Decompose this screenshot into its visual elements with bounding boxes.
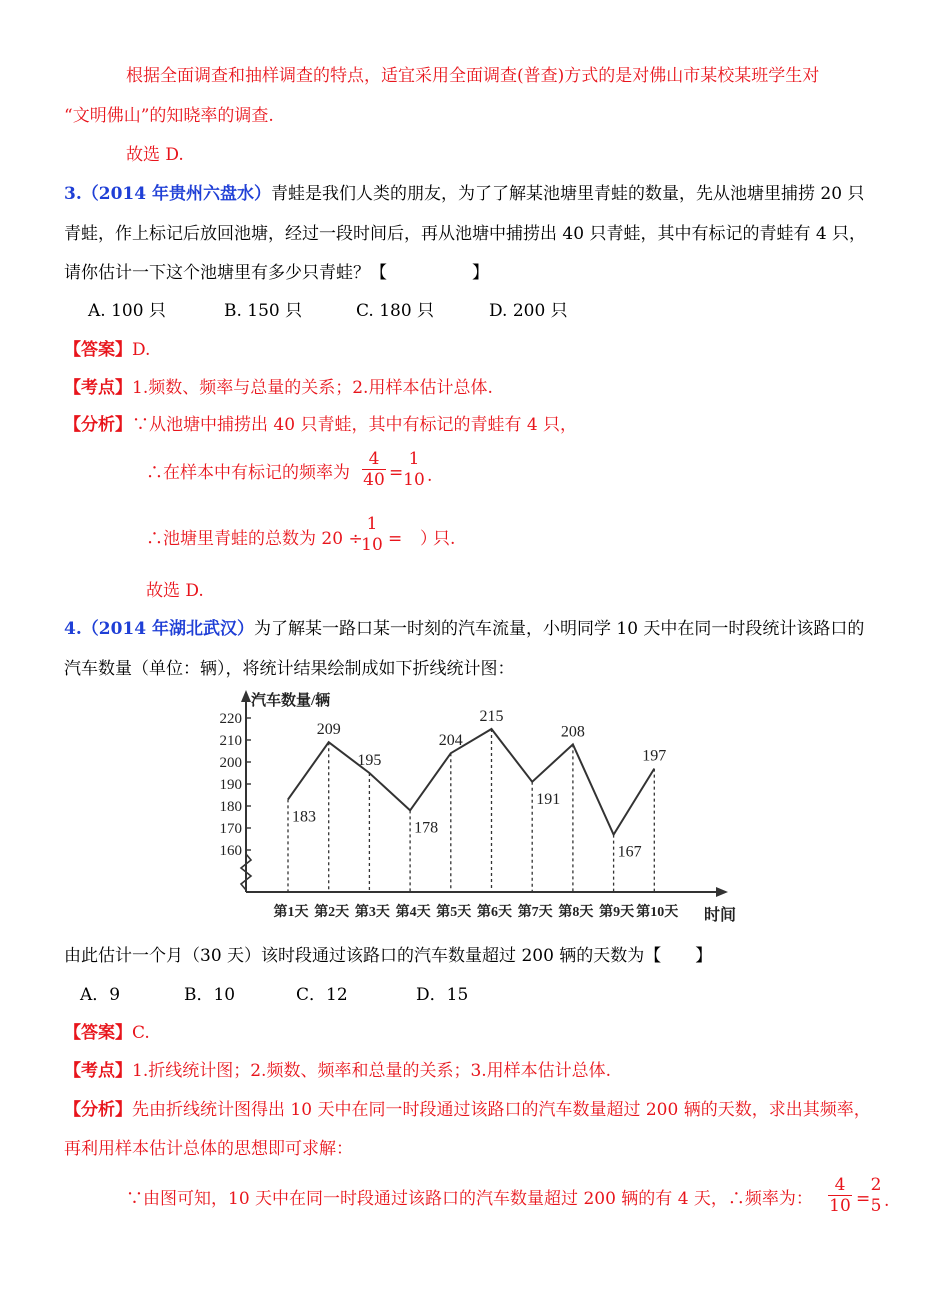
- q3-option-a: A. 100 只: [88, 301, 166, 321]
- q4-analysis-line-2: 再利用样本估计总体的思想即可求解：: [64, 1139, 353, 1159]
- q3-total-equals: =: [388, 529, 403, 549]
- x-tick-label: 第4天: [395, 905, 431, 920]
- data-label: 167: [617, 843, 642, 861]
- data-label: 204: [438, 732, 463, 750]
- prev-analysis-line-1: 根据全面调查和抽样调查的特点，适宜采用全面调查(普查)方式的是对佛山市某校某班学生对: [126, 66, 820, 86]
- y-tick-label: 180: [219, 799, 242, 815]
- q4-answer-value: C.: [132, 1023, 150, 1043]
- q4-equals: =: [856, 1189, 871, 1209]
- q4-option-c: C．12: [296, 985, 348, 1005]
- data-label: 209: [316, 721, 341, 739]
- x-tick-label: 第6天: [477, 905, 512, 920]
- data-label: 183: [292, 808, 316, 826]
- data-label: 197: [642, 747, 667, 765]
- q3-option-d: D. 200 只: [489, 301, 568, 321]
- series-line: [288, 729, 654, 835]
- q3-option-b: B. 150 只: [224, 301, 303, 321]
- q3-divisor-numerator: 1: [366, 514, 378, 534]
- x-tick-label: 第9天: [599, 905, 635, 920]
- q4-analysis-line-1: 先由折线统计图得出 10 天中在同一时段通过该路口的汽车数量超过 200 辆的天数，求出其频率，: [132, 1100, 871, 1120]
- data-label: 191: [536, 790, 561, 808]
- q3-fraction-numerator-2: 1: [408, 450, 420, 469]
- x-tick-label: 第5天: [436, 905, 472, 920]
- q3-analysis-line-1: ∵从池塘中捕捞出 40 只青蛙，其中有标记的青蛙有 4 只，: [132, 415, 578, 435]
- q3-knowledge: [64, 377, 493, 399]
- y-tick-label: 170: [219, 821, 242, 837]
- q3-knowledge-tag: 【考点】: [64, 378, 132, 398]
- y-tick-label: 220: [219, 711, 242, 727]
- question-4-prompt: 由此估计一个月（30 天）该时段通过该路口的汽车数量超过 200 辆的天数为【 】: [64, 946, 713, 966]
- y-tick-label: 210: [219, 733, 242, 749]
- q3-answer-tag: 【答案】: [64, 340, 132, 360]
- question-3-text: 青蛙是我们人类的朋友，为了了解某池塘里青蛙的数量，先从池塘里捕捞 20 只: [270, 184, 865, 204]
- question-4-text: 为了解某一路口某一时刻的汽车流量，小明同学 10 天中在同一时段统计该路口的: [253, 619, 865, 639]
- q4-fraction-2-5: [870, 1176, 882, 1215]
- y-axis-arrow: [241, 690, 251, 702]
- q4-option-b: B．10: [184, 985, 236, 1005]
- x-axis-arrow: [716, 887, 728, 897]
- q4-fraction-denominator: 10: [829, 1196, 851, 1216]
- q3-divisor-denominator: 10: [361, 535, 383, 555]
- prev-choose: 故选 D.: [126, 145, 184, 165]
- q4-option-a: A．9: [80, 985, 121, 1005]
- y-tick-label: 190: [219, 777, 242, 793]
- q4-option-d: D．15: [416, 985, 469, 1005]
- q3-knowledge-text: 1.频数、频率与总量的关系；2.用样本估计总体.: [132, 378, 493, 398]
- q3-total-text: ∴池塘里青蛙的总数为 20 ÷: [146, 529, 363, 549]
- q4-knowledge-tag: 【考点】: [64, 1061, 132, 1081]
- question-3-line-3: 请你估计一下这个池塘里有多少只青蛙？【 】: [64, 263, 489, 283]
- x-tick-label: 第1天: [273, 905, 309, 920]
- x-tick-label: 第8天: [558, 905, 594, 920]
- q3-fraction-denominator-2: 10: [403, 470, 425, 489]
- y-tick-label: 200: [219, 755, 242, 771]
- q3-analysis-tag: 【分析】: [64, 415, 132, 435]
- question-3-line-1: [64, 183, 864, 205]
- q3-equals: =: [389, 463, 404, 483]
- question-3-source: （2014 年贵州六盘水）: [81, 184, 271, 204]
- q3-fraction-1-10: [403, 450, 425, 489]
- q4-knowledge-text: 1.折线统计图；2.频数、频率和总量的关系；3.用样本估计总体.: [132, 1061, 612, 1081]
- q4-analysis-tag: 【分析】: [64, 1100, 132, 1120]
- q3-choose: 故选 D.: [146, 581, 204, 601]
- data-label: 178: [414, 819, 439, 837]
- question-3-line-2: 青蛙，作上标记后放回池塘，经过一段时间后，再从池塘中捕捞出 40 只青蛙，其中有标记的青蛙有 4 只，: [64, 224, 867, 244]
- q4-fraction-numerator: 4: [834, 1175, 846, 1195]
- q3-total-unit: 只.: [433, 529, 456, 549]
- q4-fraction-denominator-2: 5: [870, 1196, 882, 1215]
- q3-answer-value: D.: [132, 340, 151, 360]
- q3-frequency-text: ∴在样本中有标记的频率为: [146, 463, 350, 483]
- q4-fraction-4-10: [828, 1176, 852, 1215]
- q3-period: .: [427, 466, 433, 486]
- y-axis-title: 汽车数量/辆: [251, 693, 331, 709]
- data-label: 195: [357, 752, 382, 769]
- q4-frequency-text: ∵由图可知，10 天中在同一时段通过该路口的汽车数量超过 200 辆的有 4 天，∴频率为：: [126, 1189, 813, 1209]
- q3-analysis: [64, 414, 577, 436]
- q3-answer: [64, 339, 150, 361]
- question-4-line-1: [64, 618, 864, 640]
- q3-fraction-numerator: 4: [368, 449, 380, 469]
- prev-analysis-line-2: “文明佛山”的知晓率的调查.: [64, 106, 274, 126]
- x-axis-title: 时间: [703, 907, 736, 924]
- data-label: 208: [560, 723, 585, 741]
- q4-fraction-numerator-2: 2: [870, 1176, 882, 1195]
- question-4-source: （2014 年湖北武汉）: [81, 619, 254, 639]
- q3-fraction-denominator: 40: [363, 470, 385, 490]
- question-3-number: 3.: [64, 184, 82, 204]
- q4-knowledge: [64, 1060, 611, 1082]
- q4-answer-tag: 【答案】: [64, 1023, 132, 1043]
- q4-analysis: [64, 1099, 871, 1121]
- question-4-number: 4.: [64, 619, 82, 639]
- q3-fraction-4-40: [362, 450, 386, 489]
- q3-divisor-fraction: [360, 515, 384, 554]
- q4-period: .: [884, 1191, 890, 1211]
- q3-total-value: ）: [420, 529, 437, 549]
- q4-answer: [64, 1022, 150, 1044]
- x-tick-label: 第3天: [354, 905, 390, 920]
- question-4-line-2: 汽车数量（单位：辆），将统计结果绘制成如下折线统计图：: [64, 659, 515, 679]
- y-tick-label: 160: [219, 843, 242, 859]
- x-tick-label: 第10天: [636, 905, 679, 920]
- x-tick-label: 第7天: [517, 905, 553, 920]
- data-label: 215: [479, 708, 504, 725]
- q3-option-c: C. 180 只: [356, 301, 435, 321]
- x-tick-label: 第2天: [314, 905, 350, 920]
- line-chart: [200, 684, 760, 924]
